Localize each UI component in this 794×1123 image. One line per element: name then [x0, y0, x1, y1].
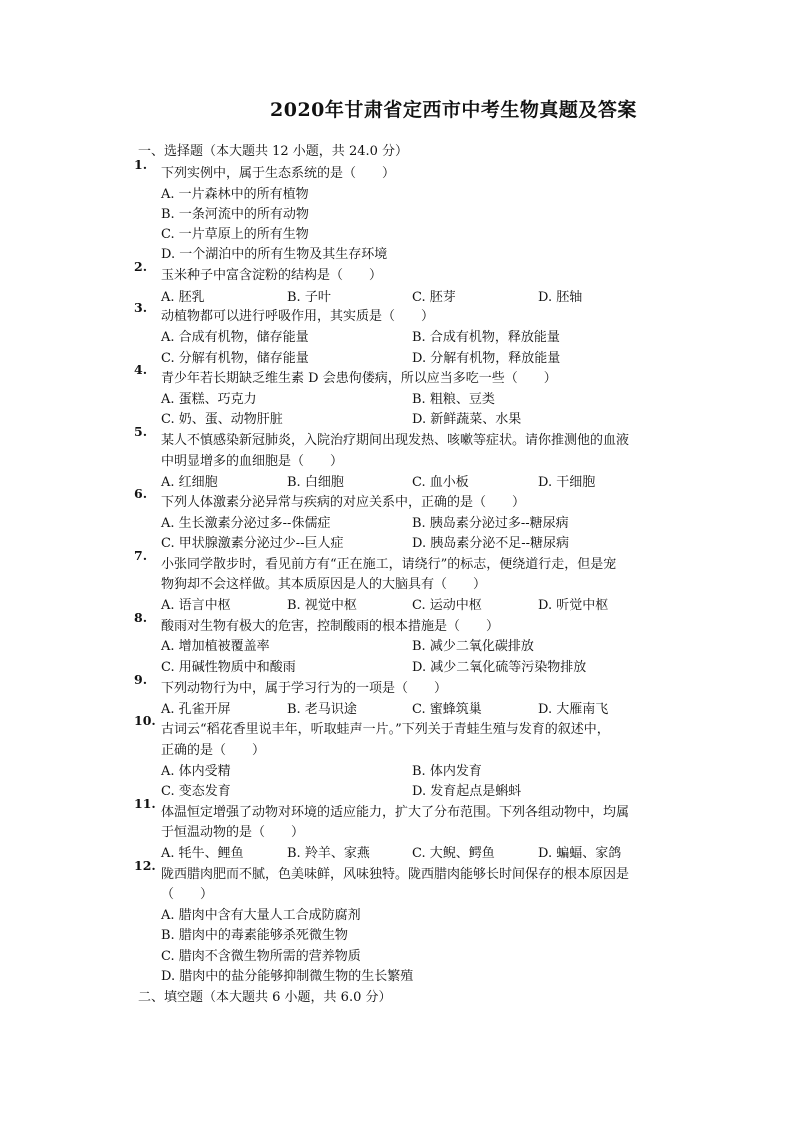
option-b: B. 视觉中枢: [287, 598, 357, 613]
question-number: 3.: [134, 300, 148, 315]
question-stem: 古词云“稻花香里说丰年，听取蛙声一片。”下列关于青蛙生殖与发育的叙述中，: [161, 722, 610, 737]
option-d: D. 发育起点是蝌蚪: [412, 784, 522, 799]
option-b: B. 白细胞: [287, 475, 344, 490]
question-stem: 陇西腊肉肥而不腻，色美味鲜，风味独特。陇西腊肉能够长时间保存的根本原因是: [161, 867, 630, 882]
option-a: A. 语言中枢: [161, 598, 231, 613]
question-stem: 下列实例中，属于生态系统的是（ ）: [161, 166, 396, 181]
option-d: D. 分解有机物，释放能量: [412, 351, 561, 366]
option-d: D. 大雁南飞: [538, 702, 609, 717]
question-stem-continued: 中明显增多的血细胞是（ ）: [161, 454, 344, 469]
question-stem: 玉米种子中富含淀粉的结构是（ ）: [161, 268, 383, 283]
option-a: A. 合成有机物，储存能量: [161, 330, 309, 345]
option-d: D. 减少二氧化硫等污染物排放: [412, 660, 587, 675]
question-number: 10.: [134, 713, 156, 728]
option-d: D. 腊肉中的盐分能够抑制微生物的生长繁殖: [161, 969, 414, 984]
question-number: 5.: [134, 424, 148, 439]
option-d: D. 蝙蝠、家鸽: [538, 846, 622, 861]
option-a: A. 体内受精: [161, 764, 231, 779]
question-number: 11.: [134, 796, 156, 811]
option-a: A. 腊肉中含有大量人工合成防腐剂: [161, 908, 361, 923]
question-number: 1.: [134, 157, 148, 172]
question-stem: 下列动物行为中，属于学习行为的一项是（ ）: [161, 681, 448, 696]
option-c: C. 蜜蜂筑巢: [412, 702, 482, 717]
question-stem-continued: 物狗却不会这样做。其本质原因是人的大脑具有（ ）: [161, 577, 487, 592]
question-number: 2.: [134, 259, 148, 274]
question-number: 9.: [134, 672, 148, 687]
question-stem: 下列人体激素分泌异常与疾病的对应关系中，正确的是（ ）: [161, 495, 526, 510]
option-b: B. 合成有机物，释放能量: [412, 330, 560, 345]
option-a: A. 生长激素分泌过多--侏儒症: [161, 516, 331, 531]
question-stem: 体温恒定增强了动物对环境的适应能力，扩大了分布范围。下列各组动物中，均属: [161, 805, 630, 820]
option-b: B. 老马识途: [287, 702, 357, 717]
option-c: C. 变态发育: [161, 784, 231, 799]
option-b: B. 腊肉中的毒素能够杀死微生物: [161, 928, 348, 943]
option-a: A. 一片森林中的所有植物: [161, 187, 309, 202]
question-stem: 青少年若长期缺乏维生素 D 会患佝偻病，所以应当多吃一些（ ）: [161, 371, 557, 386]
option-d: D. 干细胞: [538, 475, 596, 490]
option-c: C. 一片草原上的所有生物: [161, 227, 309, 242]
question-stem: 动植物都可以进行呼吸作用，其实质是（ ）: [161, 309, 435, 324]
option-b: B. 胰岛素分泌过多--糖尿病: [412, 516, 569, 531]
option-d: D. 胚轴: [538, 290, 583, 305]
question-number: 7.: [134, 548, 148, 563]
question-stem-continued: 于恒温动物的是（ ）: [161, 825, 305, 840]
question-number: 6.: [134, 486, 148, 501]
option-c: C. 血小板: [412, 475, 469, 490]
question-number: 4.: [134, 362, 148, 377]
option-a: A. 红细胞: [161, 475, 218, 490]
option-d: D. 新鲜蔬菜、水果: [412, 412, 522, 427]
option-b: B. 体内发育: [412, 764, 482, 779]
option-c: C. 大鲵、鳄鱼: [412, 846, 495, 861]
question-stem: 酸雨对生物有极大的危害，控制酸雨的根本措施是（ ）: [161, 619, 500, 634]
option-a: A. 孔雀开屏: [161, 702, 231, 717]
option-b: B. 粗粮、豆类: [412, 392, 495, 407]
option-d: D. 胰岛素分泌不足--糖尿病: [412, 536, 570, 551]
option-d: D. 听觉中枢: [538, 598, 609, 613]
question-stem-continued: 正确的是（ ）: [161, 743, 266, 758]
question-stem: 小张同学散步时，看见前方有“正在施工，请绕行”的标志，便绕道行走，但是宠: [161, 557, 617, 572]
option-c: C. 腊肉不含微生物所需的营养物质: [161, 949, 361, 964]
option-c: C. 用碱性物质中和酸雨: [161, 660, 296, 675]
option-d: D. 一个湖泊中的所有生物及其生存环境: [161, 247, 388, 262]
option-a: A. 蛋糕、巧克力: [161, 392, 257, 407]
option-a: A. 牦牛、鲤鱼: [161, 846, 244, 861]
question-number: 8.: [134, 610, 148, 625]
question-stem: 某人不慎感染新冠肺炎，入院治疗期间出现发热、咳嗽等症状。请你推测他的血液: [161, 433, 630, 448]
option-c: C. 运动中枢: [412, 598, 482, 613]
section-choice-heading: 一、选择题（本大题共 12 小题，共 24.0 分）: [138, 144, 409, 159]
option-c: C. 奶、蛋、动物肝脏: [161, 412, 283, 427]
option-b: B. 羚羊、家燕: [287, 846, 370, 861]
option-c: C. 甲状腺激素分泌过少--巨人症: [161, 536, 344, 551]
option-c: C. 分解有机物，储存能量: [161, 351, 309, 366]
page-title: 2020年甘肃省定西市中考生物真题及答案: [270, 99, 637, 121]
option-b: B. 减少二氧化碳排放: [412, 639, 534, 654]
section-fill-heading: 二、填空题（本大题共 6 小题，共 6.0 分）: [138, 990, 392, 1005]
question-number: 12.: [134, 858, 156, 873]
question-stem-continued: （ ）: [161, 887, 214, 902]
option-a: A. 胚乳: [161, 290, 205, 305]
option-b: B. 子叶: [287, 290, 331, 305]
option-b: B. 一条河流中的所有动物: [161, 207, 309, 222]
option-c: C. 胚芽: [412, 290, 456, 305]
option-a: A. 增加植被覆盖率: [161, 639, 270, 654]
